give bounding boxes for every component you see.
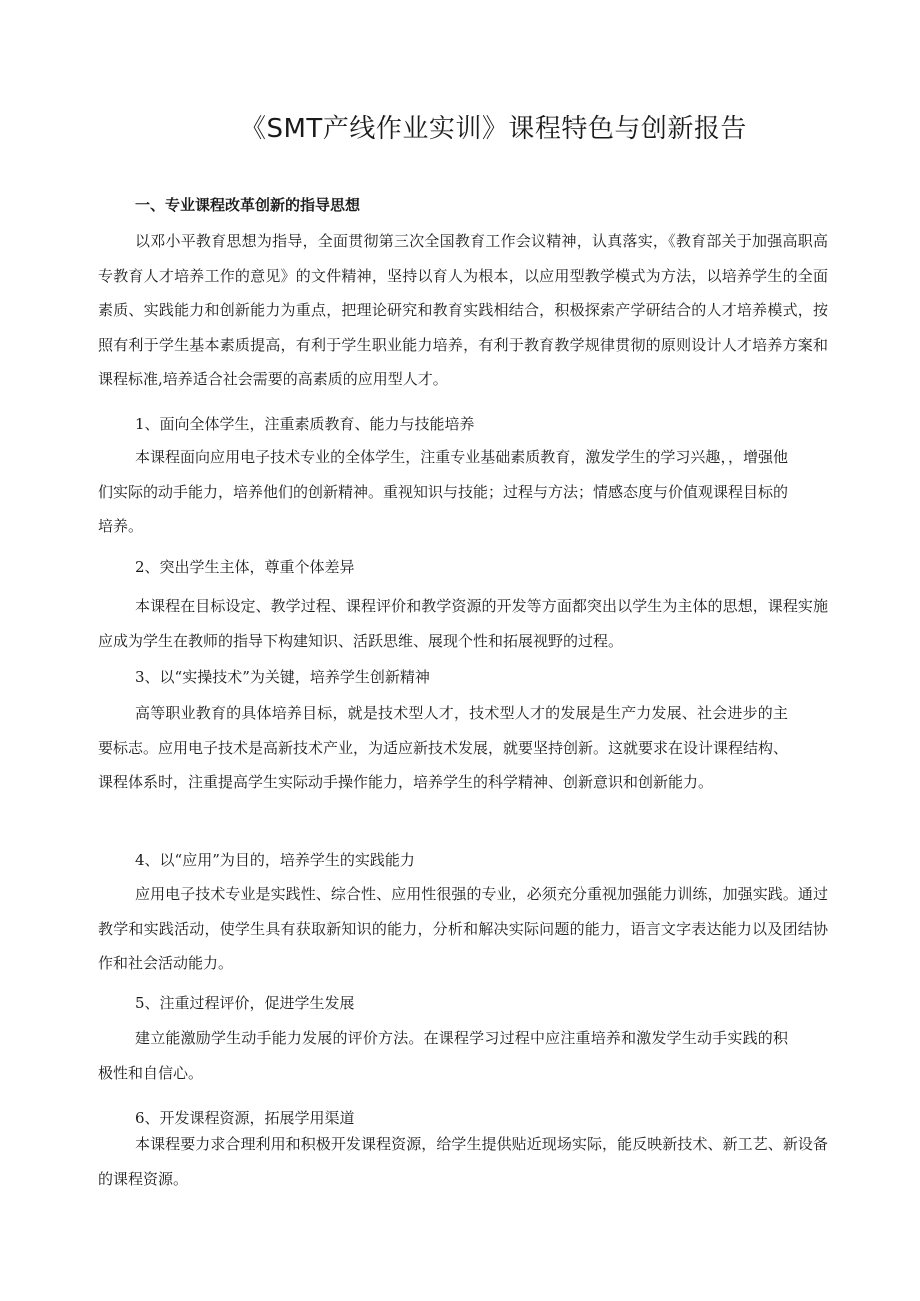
section-intro-paragraph: 以邓小平教育思想为指导，全面贯彻第三次全国教育工作会议精神，认真落实，《教育部关于加强高职高专教育人才培养工作的意见》的文件精神，坚持以育人为根本，以应用型教学模式为方法，以培养学生的全面素质、实践能力和创新能力为重点，把理论研究和教育实践相结合，积极探索产学研结合的人才培养模式，按照有利于学生基本素质提高，有利于学生职业能力培养，有利于教育教学规律贯彻的原则设计人才培养方案和课程标准,培养适合社会需要的高素质的应用型人才。 xyxy=(98,232,828,388)
item-3-paragraph: 高等职业教育的具体培养目标，就是技术型人才，技术型人才的发展是生产力发展、社会进步的主要标志。应用电子技术是高新技术产业，为适应新技术发展，就要坚持创新。这就要求在设计课程结构、课程体系时，注重提高学生实际动手操作能力，培养学生的科学精神、创新意识和创新能力。 xyxy=(98,704,789,791)
item-6-paragraph: 本课程要力求合理利用和积极开发课程资源，给学生提供贴近现场实际，能反映新技术、新工艺、新设备的课程资源。 xyxy=(98,1135,828,1188)
document-title: 《SMT产线作业实训》课程特色与创新报告 xyxy=(240,114,747,144)
item-5-paragraph: 建立能激励学生动手能力发展的评价方法。在课程学习过程中应注重培养和激发学生动手实践的积极性和自信心。 xyxy=(98,1029,788,1082)
section-heading: 一、专业课程改革创新的指导思想 xyxy=(135,196,361,214)
item-5-heading: 5、注重过程评价，促进学生发展 xyxy=(135,994,355,1012)
item-2-heading: 2、突出学生主体，尊重个体差异 xyxy=(135,558,355,576)
item-4-paragraph: 应用电子技术专业是实践性、综合性、应用性很强的专业，必须充分重视加强能力训练，加强实践。通过教学和实践活动，使学生具有获取新知识的能力，分析和解决实际问题的能力，语言文字表达能力以及团结协作和社会活动能力。 xyxy=(98,885,828,972)
item-1-heading: 1、面向全体学生，注重素质教育、能力与技能培养 xyxy=(135,415,475,433)
item-2-paragraph: 本课程在目标设定、教学过程、课程评价和教学资源的开发等方面都突出以学生为主体的思想，课程实施应成为学生在教师的指导下构建知识、活跃思维、展现个性和拓展视野的过程。 xyxy=(98,597,828,650)
item-1-paragraph: 本课程面向应用电子技术专业的全体学生，注重专业基础素质教育，激发学生的学习兴趣，，增强他们实际的动手能力，培养他们的创新精神。重视知识与技能；过程与方法；情感态度与价值观课程目标的培养。 xyxy=(98,448,789,535)
item-3-heading: 3、以“实操技术”为关键，培养学生创新精神 xyxy=(135,668,430,686)
item-6-heading: 6、开发课程资源，拓展学用渠道 xyxy=(135,1109,355,1127)
item-4-heading: 4、以“应用”为目的，培养学生的实践能力 xyxy=(135,851,415,869)
